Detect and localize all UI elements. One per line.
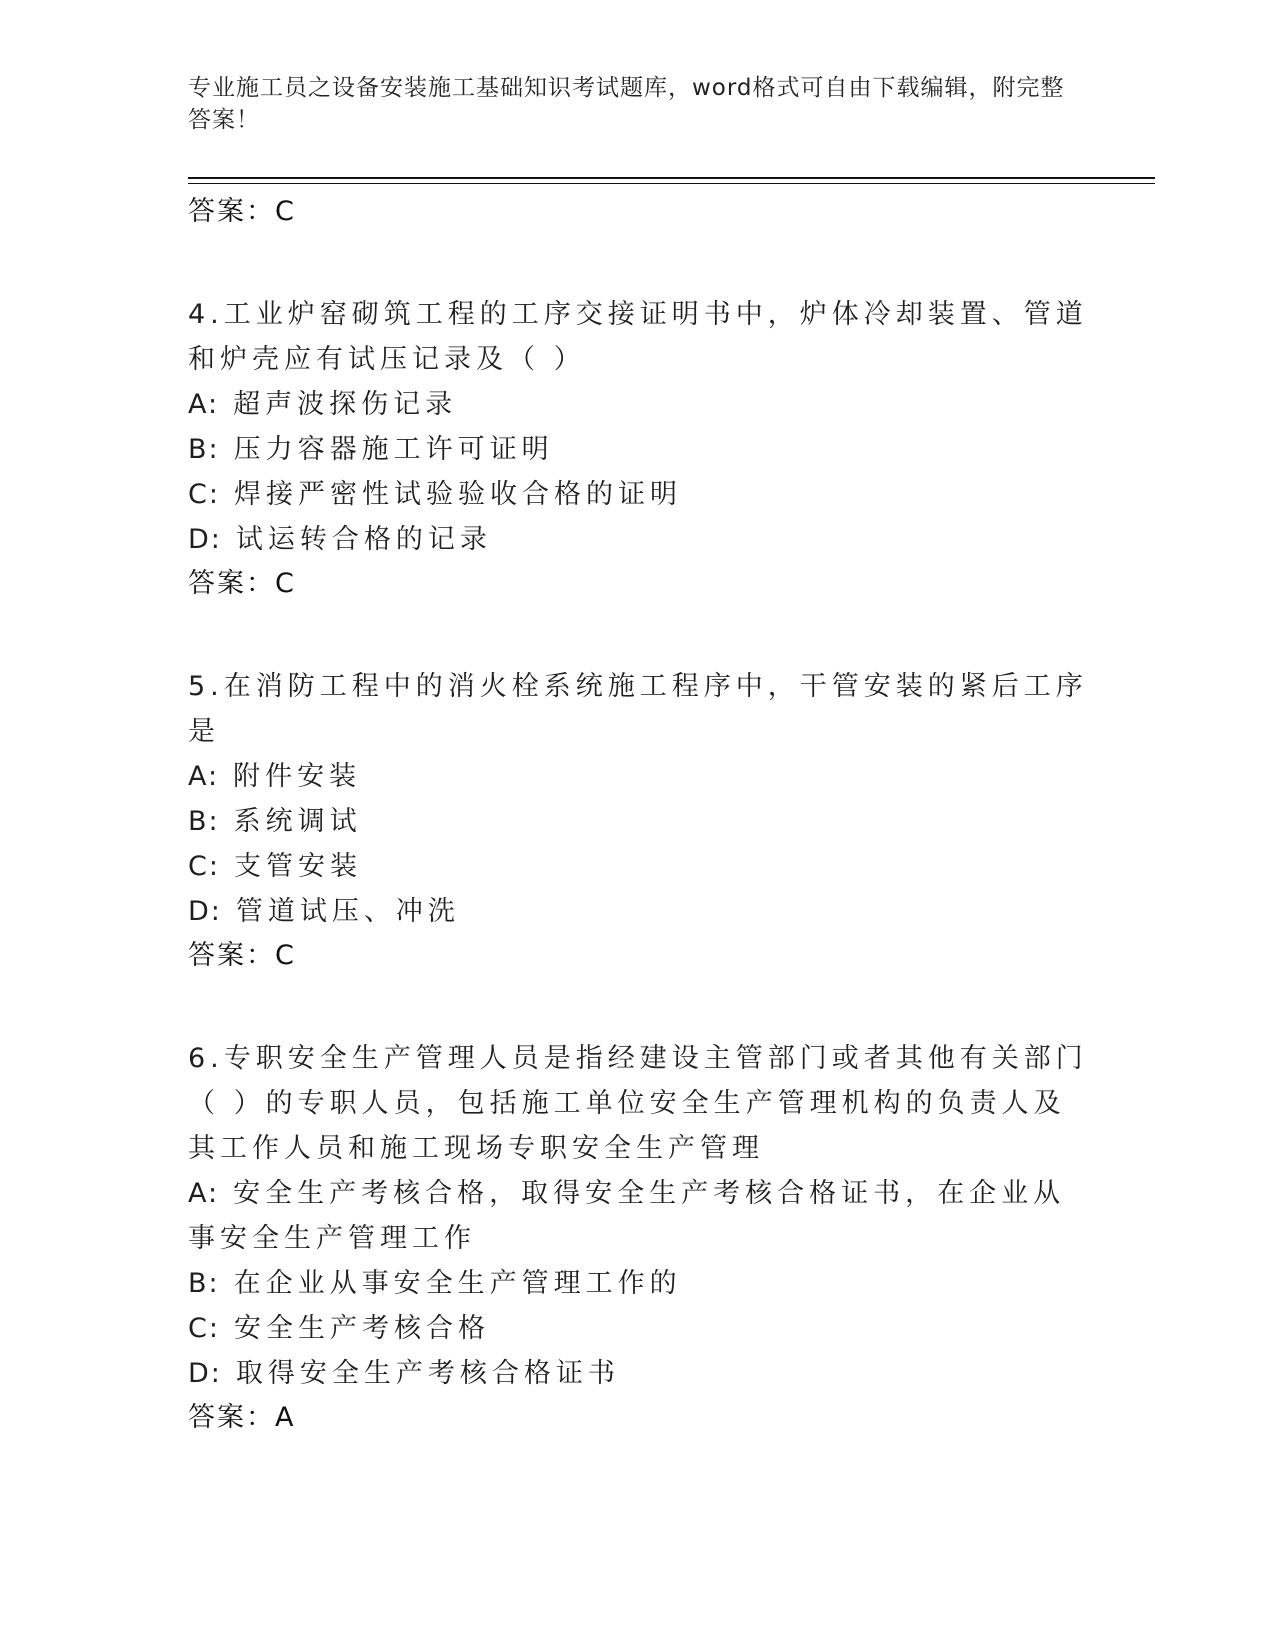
option-key: B: <box>188 806 220 837</box>
header-divider-thick <box>188 177 1155 179</box>
question-text: 6.专职安全生产管理人员是指经建设主管部门或者其他有关部门（ ）的专职人员，包括施工单位安全生产管理机构的负责人及其工作人员和施工现场专职安全生产管理 <box>188 1043 1088 1164</box>
question-option <box>188 382 1088 427</box>
answer-label: 答案： <box>188 940 275 971</box>
question-option <box>188 472 1088 517</box>
answer-line <box>188 190 1088 234</box>
option-key: D: <box>188 896 222 927</box>
header-divider-thin <box>188 183 1155 184</box>
option-text: 取得安全生产考核合格证书 <box>235 1358 620 1389</box>
option-text: 焊接严密性试验验收合格的证明 <box>233 479 682 510</box>
option-key: C: <box>188 1313 220 1344</box>
question-option <box>188 799 1088 844</box>
option-text: 超声波探伤记录 <box>233 389 458 420</box>
question-option <box>188 844 1088 889</box>
question-text: 5.在消防工程中的消火栓系统施工程序中，干管安装的紧后工序是 <box>188 671 1088 747</box>
question-item <box>188 1036 1088 1440</box>
option-key: D: <box>188 524 222 555</box>
option-text: 安全生产考核合格，取得安全生产考核合格证书，在企业从事安全生产管理工作 <box>188 1178 1066 1254</box>
answer-value: C <box>275 196 296 227</box>
question-option <box>188 1306 1088 1351</box>
option-key: D: <box>188 1358 222 1389</box>
answer-line <box>188 934 1088 978</box>
question-list <box>188 190 1088 1440</box>
question-option <box>188 1261 1088 1306</box>
question-item <box>188 664 1088 978</box>
option-text: 在企业从事安全生产管理工作的 <box>233 1268 682 1299</box>
option-key: A: <box>188 389 220 420</box>
option-text: 安全生产考核合格 <box>233 1313 490 1344</box>
question-option <box>188 1351 1088 1396</box>
option-text: 压力容器施工许可证明 <box>233 434 554 465</box>
option-text: 支管安装 <box>233 851 362 882</box>
question-option <box>188 754 1088 799</box>
answer-label: 答案： <box>188 196 275 227</box>
question-option <box>188 427 1088 472</box>
option-text: 系统调试 <box>233 806 362 837</box>
option-key: B: <box>188 434 220 465</box>
option-key: B: <box>188 1268 220 1299</box>
option-text: 附件安装 <box>233 761 362 792</box>
option-text: 试运转合格的记录 <box>235 524 492 555</box>
answer-label: 答案： <box>188 1402 275 1433</box>
option-key: A: <box>188 1178 220 1209</box>
option-key: A: <box>188 761 220 792</box>
option-key: C: <box>188 479 220 510</box>
answer-line <box>188 562 1088 606</box>
question-option <box>188 889 1088 934</box>
answer-value: C <box>275 940 296 971</box>
question-item <box>188 292 1088 606</box>
question-text: 4.工业炉窑砌筑工程的工序交接证明书中，炉体冷却装置、管道和炉壳应有试压记录及（ ） <box>188 299 1088 375</box>
document-header: 专业施工员之设备安装施工基础知识考试题库，word格式可自由下载编辑，附完整答案！ <box>188 75 1065 133</box>
answer-value: A <box>275 1402 296 1433</box>
option-key: C: <box>188 851 220 882</box>
answer-value: C <box>275 568 296 599</box>
question-option <box>188 517 1088 562</box>
answer-line <box>188 1396 1088 1440</box>
answer-label: 答案： <box>188 568 275 599</box>
option-text: 管道试压、冲洗 <box>235 896 460 927</box>
question-option <box>188 1171 1088 1261</box>
